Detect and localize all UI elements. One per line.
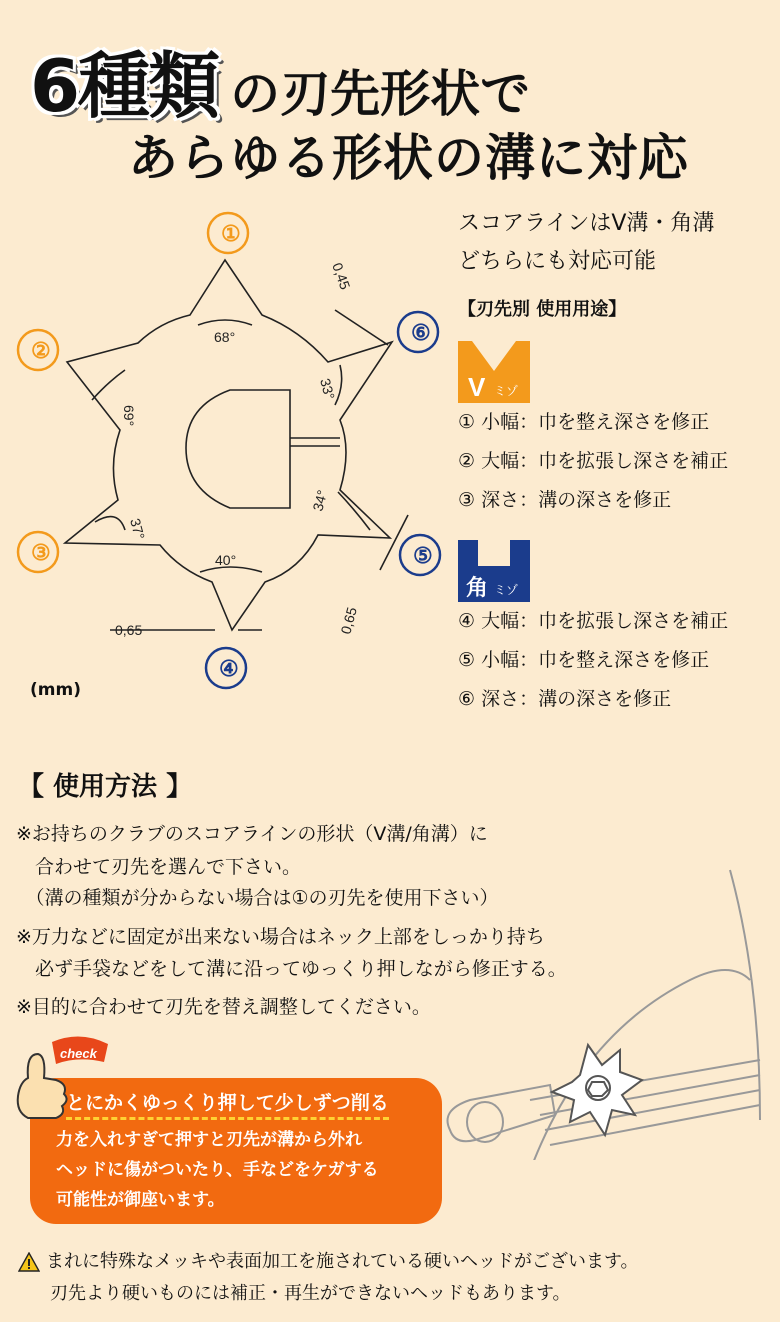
check-body-line-2: ヘッドに傷がついたり、手などをケガする — [56, 1160, 379, 1180]
howto-note-1: ※お持ちのクラブのスコアラインの形状（V溝/角溝）に — [16, 823, 488, 845]
kaku-item-3: ⑥ 深さ：溝の深さを修正 — [458, 688, 672, 710]
angle-label-1: 68° — [214, 329, 236, 345]
title-line-2: あらゆる形状の溝に対応 — [128, 129, 689, 187]
lead-line-1: スコアラインはV溝・角溝 — [458, 211, 715, 236]
info-column — [458, 205, 778, 719]
title-rest: の刃先形状で — [230, 65, 531, 123]
title-highlight: 6種類 — [30, 44, 219, 128]
title-line-1 — [30, 28, 531, 128]
tip-label-5: ⑤ — [413, 543, 433, 568]
howto-note-6: ※目的に合わせて刃先を替え調整してください。 — [16, 996, 431, 1018]
angle-label-4: 40° — [215, 552, 237, 568]
howto-note-5: 必ず手袋などをして溝に沿ってゆっくり押しながら修正する。 — [16, 958, 567, 980]
warning-line-1: まれに特殊なメッキや表面加工を施されている硬いヘッドがございます。 — [46, 1251, 639, 1272]
tip-label-4: ④ — [219, 656, 239, 681]
angle-label-2: 69° — [121, 405, 137, 427]
warning-note — [18, 1246, 639, 1310]
kaku-groove-icon — [458, 540, 530, 602]
svg-text:check: check — [60, 1046, 97, 1061]
tip-label-2: ② — [31, 338, 51, 363]
howto-title: 【 使用方法 】 — [18, 772, 193, 802]
v-item-1: ① 小幅：巾を整え深さを修正 — [458, 411, 710, 433]
angle-label-5: 34° — [309, 488, 331, 513]
tip-label-3: ③ — [31, 540, 51, 565]
v-item-2: ② 大幅：巾を拡張し深さを補正 — [458, 450, 729, 472]
cutter-diagram — [0, 190, 450, 710]
angle-label-6: 33° — [317, 376, 339, 402]
kaku-item-1: ④ 大幅：巾を拡張し深さを補正 — [458, 610, 729, 632]
howto-note-2: 合わせて刃先を選んで下さい。 — [16, 856, 302, 878]
v-groove-icon — [458, 341, 530, 403]
howto-note-4: ※万力などに固定が出来ない場合はネック上部をしっかり持ち — [16, 926, 545, 948]
unit-label: (mm) — [30, 680, 81, 700]
kaku-item-2: ⑤ 小幅：巾を整え深さを修正 — [458, 649, 710, 671]
dim-label-3: 0,65 — [337, 605, 360, 636]
svg-text:ミゾ: ミゾ — [494, 583, 519, 597]
club-illustration — [430, 860, 780, 1160]
tip-label-6: ⑥ — [411, 320, 431, 345]
check-body-line-1: 力を入れすぎて押すと刃先が溝から外れ — [56, 1130, 362, 1150]
svg-text:V: V — [468, 372, 486, 402]
warning-icon — [18, 1252, 40, 1272]
svg-text:ミゾ: ミゾ — [494, 384, 519, 398]
warning-line-2: 刃先より硬いものには補正・再生ができないヘッドもあります。 — [50, 1283, 571, 1304]
usage-heading: 【刃先別 使用用途】 — [458, 299, 627, 320]
check-body — [56, 1125, 379, 1215]
svg-text:角: 角 — [466, 576, 489, 601]
dim-label-2: 0,65 — [115, 622, 143, 638]
check-body-line-3: 可能性が御座います。 — [56, 1190, 225, 1210]
angle-label-3: 37° — [127, 516, 149, 542]
v-item-3: ③ 深さ：溝の深さを修正 — [458, 489, 672, 511]
howto-note-3: （溝の種類が分からない場合は①の刃先を使用下さい） — [16, 887, 499, 909]
tip-label-1: ① — [221, 221, 241, 246]
center-hole — [186, 390, 290, 508]
check-headline: とにかくゆっくり押して少しずつ削る — [66, 1088, 389, 1120]
lead-line-2: どちらにも対応可能 — [458, 249, 657, 274]
dim-label-1: 0,45 — [329, 260, 354, 292]
